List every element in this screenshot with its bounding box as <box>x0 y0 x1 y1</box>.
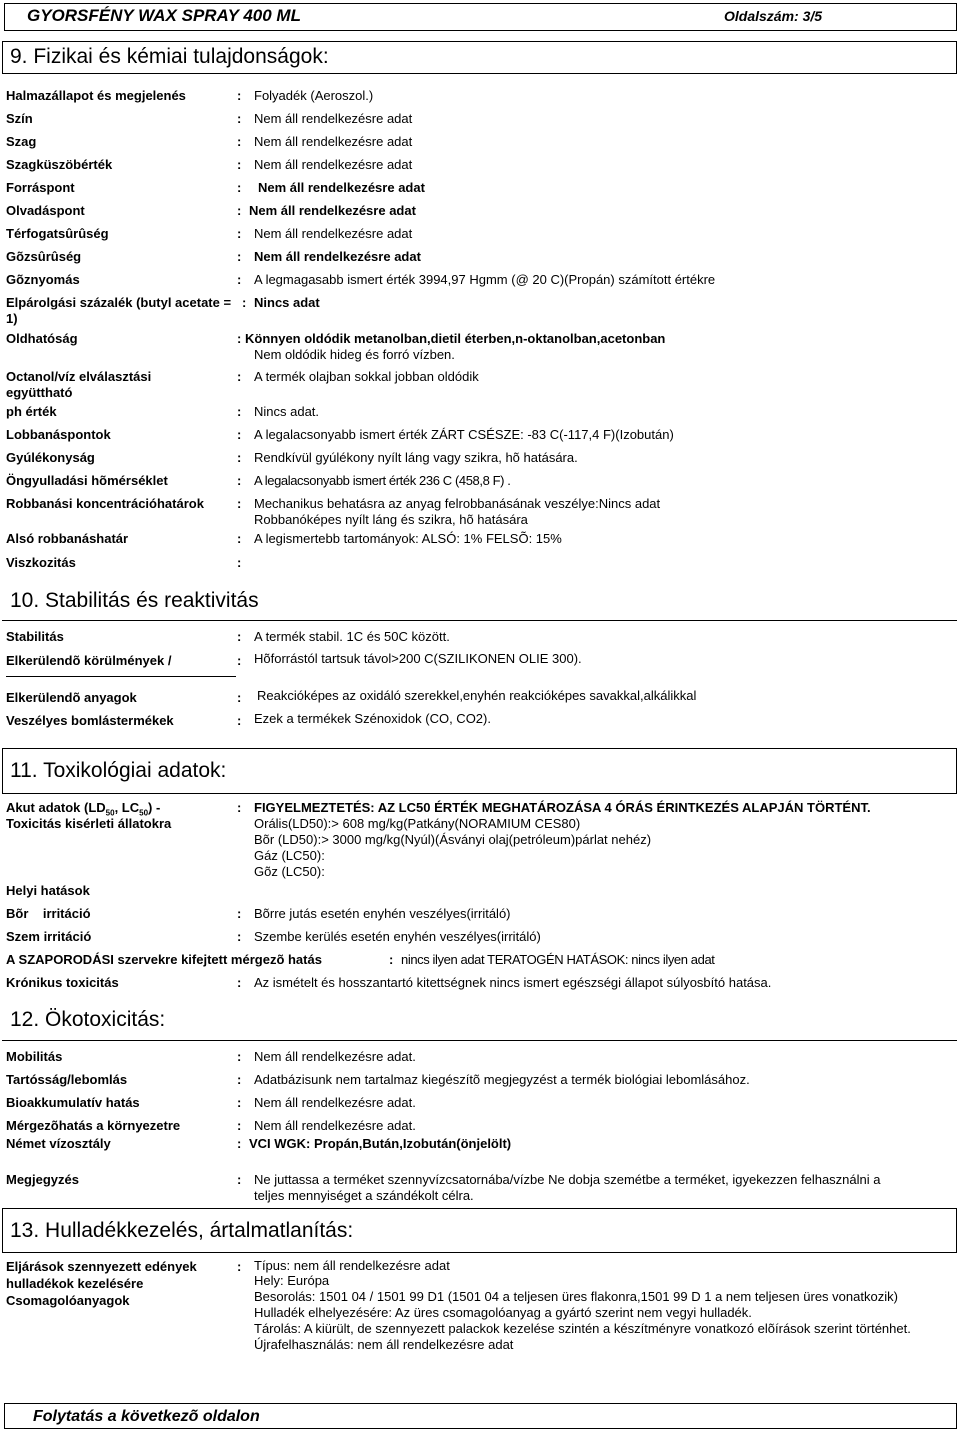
colon: : <box>237 134 242 149</box>
label-ecotoxicity: Mérgezõhatás a környezetre <box>6 1118 181 1133</box>
value-reproductive-toxicity: nincs ilyen adat TERATOGÉN HATÁSOK: nincs ilyen adat <box>401 952 715 967</box>
value-boiling-point: Nem áll rendelkezésre adat <box>258 180 425 195</box>
label-disposal-methods-line2: hulladékok kezelésére <box>6 1276 144 1291</box>
value-waste-placement: Hulladék elhelyezésére: Az üres csomagolóanyag a gyártó szerint nem vegyi hulladék. <box>254 1305 752 1320</box>
value-odor: Nem áll rendelkezésre adat <box>254 134 413 149</box>
colon: : <box>237 555 242 570</box>
label-incompatible-materials: Elkerülendõ anyagok <box>6 690 137 705</box>
value-appearance: Folyadék (Aeroszol.) <box>254 88 374 103</box>
label-bulk-density: Térfogatsûrûség <box>6 226 109 241</box>
value-decomposition-products: Ezek a termékek Szénoxidok (CO, CO2). <box>254 711 491 726</box>
label-conditions-to-avoid: Elkerülendõ körülmények / <box>6 653 172 668</box>
label-boiling-point: Forráspont <box>6 180 75 195</box>
colon: : <box>237 1259 242 1274</box>
footer-continued: Folytatás a következõ oldalon <box>33 1408 260 1425</box>
colon: : <box>237 369 242 384</box>
colon: : <box>237 1049 242 1064</box>
value-vapor-pressure: A legmagasabb ismert érték 3994,97 Hgmm (@ 20 C)(Propán) számított értékre <box>254 272 716 287</box>
section-12-rule <box>2 1040 957 1041</box>
value-flammability: Rendkívül gyúlékony nyílt láng vagy szikra, hõ hatására. <box>254 450 578 465</box>
value-melting-point: Nem áll rendelkezésre adat <box>249 203 416 218</box>
value-eye-irritation: Szembe kerülés esetén enyhén veszélyes(irritáló) <box>254 929 541 944</box>
value-acute-dermal: Bõr (LD50):> 3000 mg/kg(Nyúl)(Ásványi olaj(petróleum)párlat nehéz) <box>254 832 652 847</box>
value-odor-threshold: Nem áll rendelkezésre adat <box>254 157 413 172</box>
colon: : <box>389 952 394 967</box>
value-disposal-location: Hely: Európa <box>254 1273 330 1288</box>
label-chronic-toxicity: Krónikus toxicitás <box>6 975 119 990</box>
label-vapor-pressure: Gõznyomás <box>6 272 80 287</box>
colon: : <box>242 295 247 310</box>
label-flash-point: Lobbanáspontok <box>6 427 111 442</box>
label-evaporation-rate: Elpárolgási százalék (butyl acetate = <box>6 295 232 310</box>
colon: : <box>237 629 242 644</box>
section-10-title: 10. Stabilitás és reaktivitás <box>10 589 259 612</box>
colon: : <box>237 906 242 921</box>
colon: : <box>237 249 242 264</box>
value-solubility: Könnyen oldódik metanolban,dietil éterben,n-oktanolban,acetonban <box>245 331 666 346</box>
value-disposal-type: Típus: nem áll rendelkezésre adat <box>254 1258 450 1273</box>
label-autoignition: Öngyulladási hõmérséklet <box>6 473 168 488</box>
label-persistence: Tartósság/lebomlás <box>6 1072 128 1087</box>
value-incompatible-materials: Reakcióképes az oxidáló szerekkel,enyhén reakcióképes savakkal,alkálikkal <box>257 688 697 703</box>
label-partition-coefficient: Octanol/víz elválasztási <box>6 369 152 384</box>
colon: : <box>237 531 242 546</box>
label-water-hazard-class: Német vízosztály <box>6 1136 111 1151</box>
label-vapor-density: Gõzsûrûség <box>6 249 82 264</box>
colon: : <box>237 1118 242 1133</box>
label-odor: Szag <box>6 134 37 149</box>
value-partition-coefficient: A termék olajban sokkal jobban oldódik <box>254 369 479 384</box>
divider <box>6 676 236 677</box>
value-persistence: Adatbázisunk nem tartalmaz kiegészítõ megjegyzést a termék biológiai lebomlásához. <box>254 1072 750 1087</box>
value-explosion-limits: Mechanikus behatásra az anyag felrobbanásának veszélye:Nincs adat <box>254 496 661 511</box>
value-reuse: Újrafelhasználás: nem áll rendelkezésre adat <box>254 1337 514 1352</box>
label-reproductive-toxicity: A SZAPORODÁSI szervekre kifejtett mérgezõ hatás <box>6 952 322 967</box>
value-lower-explosion-limit: A legismertebb tartományok: ALSÓ: 1% FELSÕ: 15% <box>254 531 562 546</box>
label-acute-data-line2: Toxicitás kisérleti állatokra <box>6 816 172 831</box>
section-13-title: 13. Hulladékkezelés, ártalmatlanítás: <box>10 1219 354 1242</box>
value-autoignition: A legalacsonyabb ismert érték 236 C (458,8 F) . <box>254 473 511 488</box>
label-acute-data: Akut adatok ($LD_{50}$, $LC_{50}$) - <box>6 800 161 818</box>
label-appearance: Halmazállapot és megjelenés <box>6 88 186 103</box>
value-disposal-classification: Besorolás: 1501 04 / 1501 99 D1 (1501 04 a teljesen üres flakonra,1501 99 D 1 a nem teljesen üres vonatkozik) <box>254 1289 898 1304</box>
colon: : <box>237 713 242 728</box>
label-bioaccumulation: Bioakkumulatív hatás <box>6 1095 140 1110</box>
value-bulk-density: Nem áll rendelkezésre adat <box>254 226 413 241</box>
value-bioaccumulation: Nem áll rendelkezésre adat. <box>254 1095 416 1110</box>
label-mobility: Mobilitás <box>6 1049 63 1064</box>
value-color: Nem áll rendelkezésre adat <box>254 111 413 126</box>
label-viscosity: Viszkozitás <box>6 555 76 570</box>
label-stability: Stabilitás <box>6 629 64 644</box>
colon: : <box>237 157 242 172</box>
value-mobility: Nem áll rendelkezésre adat. <box>254 1049 416 1064</box>
colon: : <box>237 88 242 103</box>
section-12-title: 12. Ökotoxicitás: <box>10 1008 166 1031</box>
colon: : <box>237 929 242 944</box>
section-11-title: 11. Toxikológiai adatok: <box>10 759 227 782</box>
label-disposal-methods: Eljárások szennyezett edények <box>6 1259 197 1274</box>
value-acute-warning: FIGYELMEZTETÉS: AZ LC50 ÉRTÉK MEGHATÁROZÁSA 4 ÓRÁS ÉRINTKEZÉS ALAPJÁN TÖRTÉNT. <box>254 800 871 815</box>
colon: : <box>237 1072 242 1087</box>
label-partition-coefficient-line2: együttható <box>6 385 73 400</box>
label-decomposition-products: Veszélyes bomlástermékek <box>6 713 174 728</box>
label-local-effects: Helyi hatások <box>6 883 90 898</box>
colon: : <box>237 653 242 668</box>
page-number: Oldalszám: 3/5 <box>724 8 823 24</box>
value-water-hazard-class: VCI WGK: Propán,Bután,Izobután(önjelölt) <box>249 1136 512 1151</box>
label-color: Szín <box>6 111 33 126</box>
colon: : <box>237 404 242 419</box>
colon: : <box>237 180 242 195</box>
label-lower-explosion-limit: Alsó robbanáshatár <box>6 531 129 546</box>
value-acute-vapor: Gõz (LC50): <box>254 864 325 879</box>
colon: : <box>237 473 242 488</box>
label-solubility: Oldhatóság <box>6 331 78 346</box>
colon: : <box>237 331 242 346</box>
colon: : <box>237 450 242 465</box>
value-acute-oral: Orális(LD50):> 608 mg/kg(Patkány(NORAMIUM CES80) <box>254 816 581 831</box>
colon: : <box>237 111 242 126</box>
value-conditions-to-avoid: Hõforrástól tartsuk távol>200 C(SZILIKONEN OLIE 300). <box>254 651 582 666</box>
section-9-title: 9. Fizikai és kémiai tulajdonságok: <box>10 45 329 68</box>
colon: : <box>237 1095 242 1110</box>
product-title: GYORSFÉNY WAX SPRAY 400 ML <box>27 6 301 25</box>
label-skin-irritation: Bõr irritáció <box>6 906 91 921</box>
value-ph: Nincs adat. <box>254 404 320 419</box>
value-vapor-density: Nem áll rendelkezésre adat <box>254 249 421 264</box>
value-acute-gas: Gáz (LC50): <box>254 848 325 863</box>
value-ecotoxicity: Nem áll rendelkezésre adat. <box>254 1118 416 1133</box>
value-remark-line2: teljes mennyiséget a szándékolt célra. <box>254 1188 474 1203</box>
value-explosion-limits-line2: Robbanóképes nyílt láng és szikra, hõ hatására <box>254 512 528 527</box>
label-packaging: Csomagolóanyagok <box>6 1293 130 1308</box>
colon: : <box>237 226 242 241</box>
colon: : <box>237 800 242 815</box>
section-10-rule <box>2 620 957 621</box>
colon: : <box>237 272 242 287</box>
value-stability: A termék stabil. 1C és 50C között. <box>254 629 450 644</box>
value-evaporation-rate: Nincs adat <box>254 295 320 310</box>
label-eye-irritation: Szem irritáció <box>6 929 92 944</box>
colon: : <box>237 1136 242 1151</box>
label-remark: Megjegyzés <box>6 1172 79 1187</box>
value-remark: Ne juttassa a terméket szennyvízcsatornába/vízbe Ne dobja szemétbe a terméket, igyekezzen felhasználni a <box>254 1172 881 1187</box>
label-melting-point: Olvadáspont <box>6 203 85 218</box>
label-flammability: Gyúlékonyság <box>6 450 95 465</box>
colon: : <box>237 496 242 511</box>
value-chronic-toxicity: Az ismételt és hosszantartó kitettségnek nincs ismert egészségi állapot súlyosbító hatása. <box>254 975 772 990</box>
colon: : <box>237 427 242 442</box>
value-storage: Tárolás: A kiürült, de szennyezett palackok kezelése szintén a készítményre vonatkozó elõírások szerint történhet. <box>254 1321 911 1336</box>
value-solubility-line2: Nem oldódik hideg és forró vízben. <box>254 347 455 362</box>
label-explosion-limits: Robbanási koncentrációhatárok <box>6 496 204 511</box>
colon: : <box>237 690 242 705</box>
label-ph: ph érték <box>6 404 57 419</box>
colon: : <box>237 203 242 218</box>
label-evaporation-rate-line2: 1) <box>6 311 18 326</box>
label-odor-threshold: Szagküszöbérték <box>6 157 113 172</box>
value-flash-point: A legalacsonyabb ismert érték ZÁRT CSÉSZE: -83 C(-117,4 F)(Izobután) <box>254 427 674 442</box>
colon: : <box>237 975 242 990</box>
colon: : <box>237 1172 242 1187</box>
value-skin-irritation: Bõrre jutás esetén enyhén veszélyes(irritáló) <box>254 906 511 921</box>
